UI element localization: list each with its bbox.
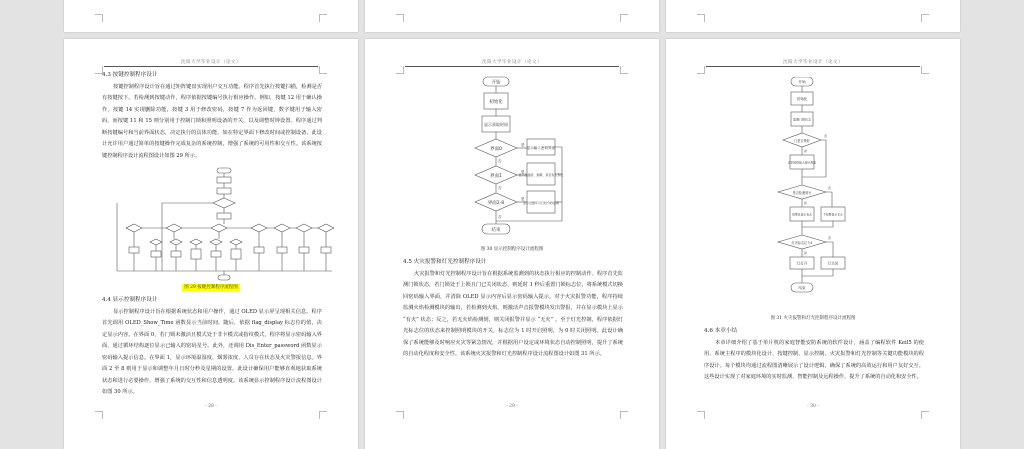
svg-text:是: 是 [804,251,808,255]
margin-corner [697,66,705,74]
svg-text:显示设置年月日时分秒星期: 显示设置年月日时分秒星期 [522,201,560,205]
svg-text:显示温湿度、烟雾、是否有人和火: 显示温湿度、烟雾、是否有人和火 [518,173,564,177]
svg-text:显示输入密码界面: 显示输入密码界面 [526,146,556,150]
margin-corner [396,411,404,419]
svg-text:否: 否 [828,236,832,240]
margin-corner [921,66,929,74]
svg-text:初始化: 初始化 [489,100,503,105]
margin-corner [921,411,929,419]
section-4-6 [704,326,924,384]
svg-text:否: 否 [824,134,828,138]
svg-text:开始: 开始 [491,80,501,86]
margin-corner [396,66,404,74]
figure-30-caption: 图 30 显示控制程序设计流程图 [480,247,544,252]
section-4-5 [403,257,623,361]
section-body: 火灾报警和灯光控制程序设计旨在根据系统监测到的状态执行相应的控制动作。程序首先监测门锁状态，若门锁处于上锁且门已关闭状态，则延时 1 秒后重置门锁标志位，将系统模式切换回密码输入界面，并清除 OLED 显示内容后显示密码输入提示。对于火灾报警功能，程序持续监测火焰检测模块的输出，若检测到火焰，则激活声音报警模块发出警报，并在显示模块上显示 “有火” 状态；反之，若无火焰检测到，则关闭报警并显示 “无火” 。至于灯光控制，程序依据灯光标志位的状态来控制照明模块的开关，标志位为 1 时开启照明，为 0 时关闭照明。此设计确保了系统能够及时响应火灾等紧急情况，并根据用户设定或环境状态自动控制照明，提升了系统的自动化程度和安全性。该系统火灾报警和灯光控制程序设计流程图设计如图 31 所示。 [403,270,623,357]
svg-text:监测门锁状态: 监测门锁状态 [792,117,812,122]
svg-text:初始化: 初始化 [796,97,808,101]
alarm-light-flowchart [766,77,876,312]
figure-31-caption: 图 31 火灾报警和灯光控制程序设计流程图 [770,316,856,321]
svg-text:结束: 结束 [491,228,501,233]
page-number: - 29 - [506,404,518,409]
header-rule [405,66,619,67]
svg-text:界面2-8: 界面2-8 [487,201,505,206]
svg-text:是: 是 [521,170,525,174]
section-title: 4.5 火灾报警和灯光控制程序设计 [403,259,487,265]
section-body: 本章详细介绍了基于单片机的家庭智能安防系统的软件设计，涵盖了编程软件 Keil5 的使用、系统主程序的模块化设计、按键控制、显示控制、火灾报警和灯光控制等关键功能模块的程序设计。每个模块均通过流程图清晰展示了设计逻辑，确保了系统的高效运行和用户友好交互。这些设计实现了对家庭环境的实时监测、智能控制及远程操作，提升了系统的自动化和安全性。 [704,339,924,380]
section-title: 4.3 按键控制程序设计 [102,72,158,78]
page-header: 沈阳大学毕业设计（论文） [783,60,843,65]
margin-corner [95,411,103,419]
margin-corner [921,14,929,22]
svg-text:返回密码输入提示界面: 返回密码输入提示界面 [788,160,816,165]
svg-text:报警且显示有火: 报警且显示有火 [792,212,812,217]
svg-text:否: 否 [498,159,502,163]
page-header: 沈阳大学毕业设计（论文） [181,60,241,65]
page-30 [666,39,960,449]
svg-text:灯光标志位为1: 灯光标志位为1 [791,241,813,245]
margin-corner [697,14,705,22]
page-29 [365,39,659,449]
svg-text:灯打开: 灯打开 [796,261,808,266]
svg-text:界面0: 界面0 [490,147,502,152]
section-body: 按键控制程序设计旨在通过矩阵键盘实现用户交互功能。程序首先执行按键扫描，检测是否有按键按下。若检测到按键动作，程序依据按键编号执行相应操作。例如，按键 12 用于确认操作，按键 14 实现删除功能，按键 3 用于修改密码，按键 7 作为返回键，数字键用于输入密码，而按键 11 和 15 则分别用于控制门锁和照明设备的开关，以及调整时钟设置。程序通过判断按键编号和当前界面状态，决定执行的具体功能，如在特定界面下修改时间或控制设备。此设计允许用户通过简单的按键操作完成复杂的系统控制，增强了系统的可用性和交互性。该系统按键控制程序设计流程图设计如图 29 所示。 [102,83,322,159]
svg-text:门是否锁好: 门是否锁好 [794,139,810,143]
section-title: 4.6 本章小结 [704,328,738,334]
svg-text:不报警显示无火: 不报警显示无火 [823,212,843,217]
svg-text:是: 是 [804,201,808,205]
page-number: - 28 - [205,404,217,409]
svg-text:是: 是 [804,149,808,153]
svg-text:是否检测到火: 是否检测到火 [792,191,812,195]
previous-page-middle [365,0,659,32]
margin-corner [620,411,628,419]
keypad-flowchart [114,167,334,285]
page-28 [64,39,358,449]
margin-corner [620,66,628,74]
section-4-3 [102,70,322,162]
figure-29-caption: 图 29 按键控制程序流程图 [184,285,238,290]
svg-text:显示获取时间: 显示获取时间 [484,122,508,127]
previous-page-left [64,0,358,32]
svg-text:否: 否 [498,186,502,190]
page-header: 沈阳大学毕业设计（论文） [482,60,542,65]
margin-corner [319,411,327,419]
svg-text:否: 否 [828,186,832,190]
display-flowchart [455,75,575,245]
header-rule [104,66,318,67]
section-body: 显示控制程序设计旨在根据系统状态和用户操作，通过 OLED 显示屏呈现相关信息。程序首先调用 OLED_Show_Time 函数显示当前时间。随后，依据 flag_display 标志位的值，决定显示内容。在界面 0，若门锁未激活且模式处于非卡模式或指纹模式，程序将显示密码输入界面，通过循环结构逐位显示已输入的密码星号。此外，还调用 Dis_Enter_password 函数显示密码输入提示信息。在界面 1，显示环境温湿度、烟雾浓度、人员存在状态及火灾警报信息。界面 2 至 8 则用于显示和调整年月日时分秒及星期的设置。此设计确保用户能够直观地获取系统状态和进行必要操作，增强了系统的交互性和信息透明度。该系统显示控制程序设计流程图设计如图 30 所示。 [102,308,322,395]
margin-corner [396,14,404,22]
svg-text:灯关闭: 灯关闭 [827,261,839,266]
previous-page-right [666,0,960,32]
section-title: 4.4 显示控制程序设计 [102,297,158,303]
page-number: - 30 - [807,404,819,409]
header-rule [706,66,920,67]
margin-corner [620,14,628,22]
margin-corner [319,14,327,22]
svg-text:是: 是 [521,197,525,201]
svg-text:开始: 开始 [798,80,806,84]
svg-text:结束: 结束 [798,286,806,290]
margin-corner [95,14,103,22]
svg-text:是: 是 [521,143,525,147]
margin-corner [697,411,705,419]
section-4-4 [102,295,322,399]
svg-text:界面1: 界面1 [490,174,502,179]
svg-text:否: 否 [498,215,502,219]
